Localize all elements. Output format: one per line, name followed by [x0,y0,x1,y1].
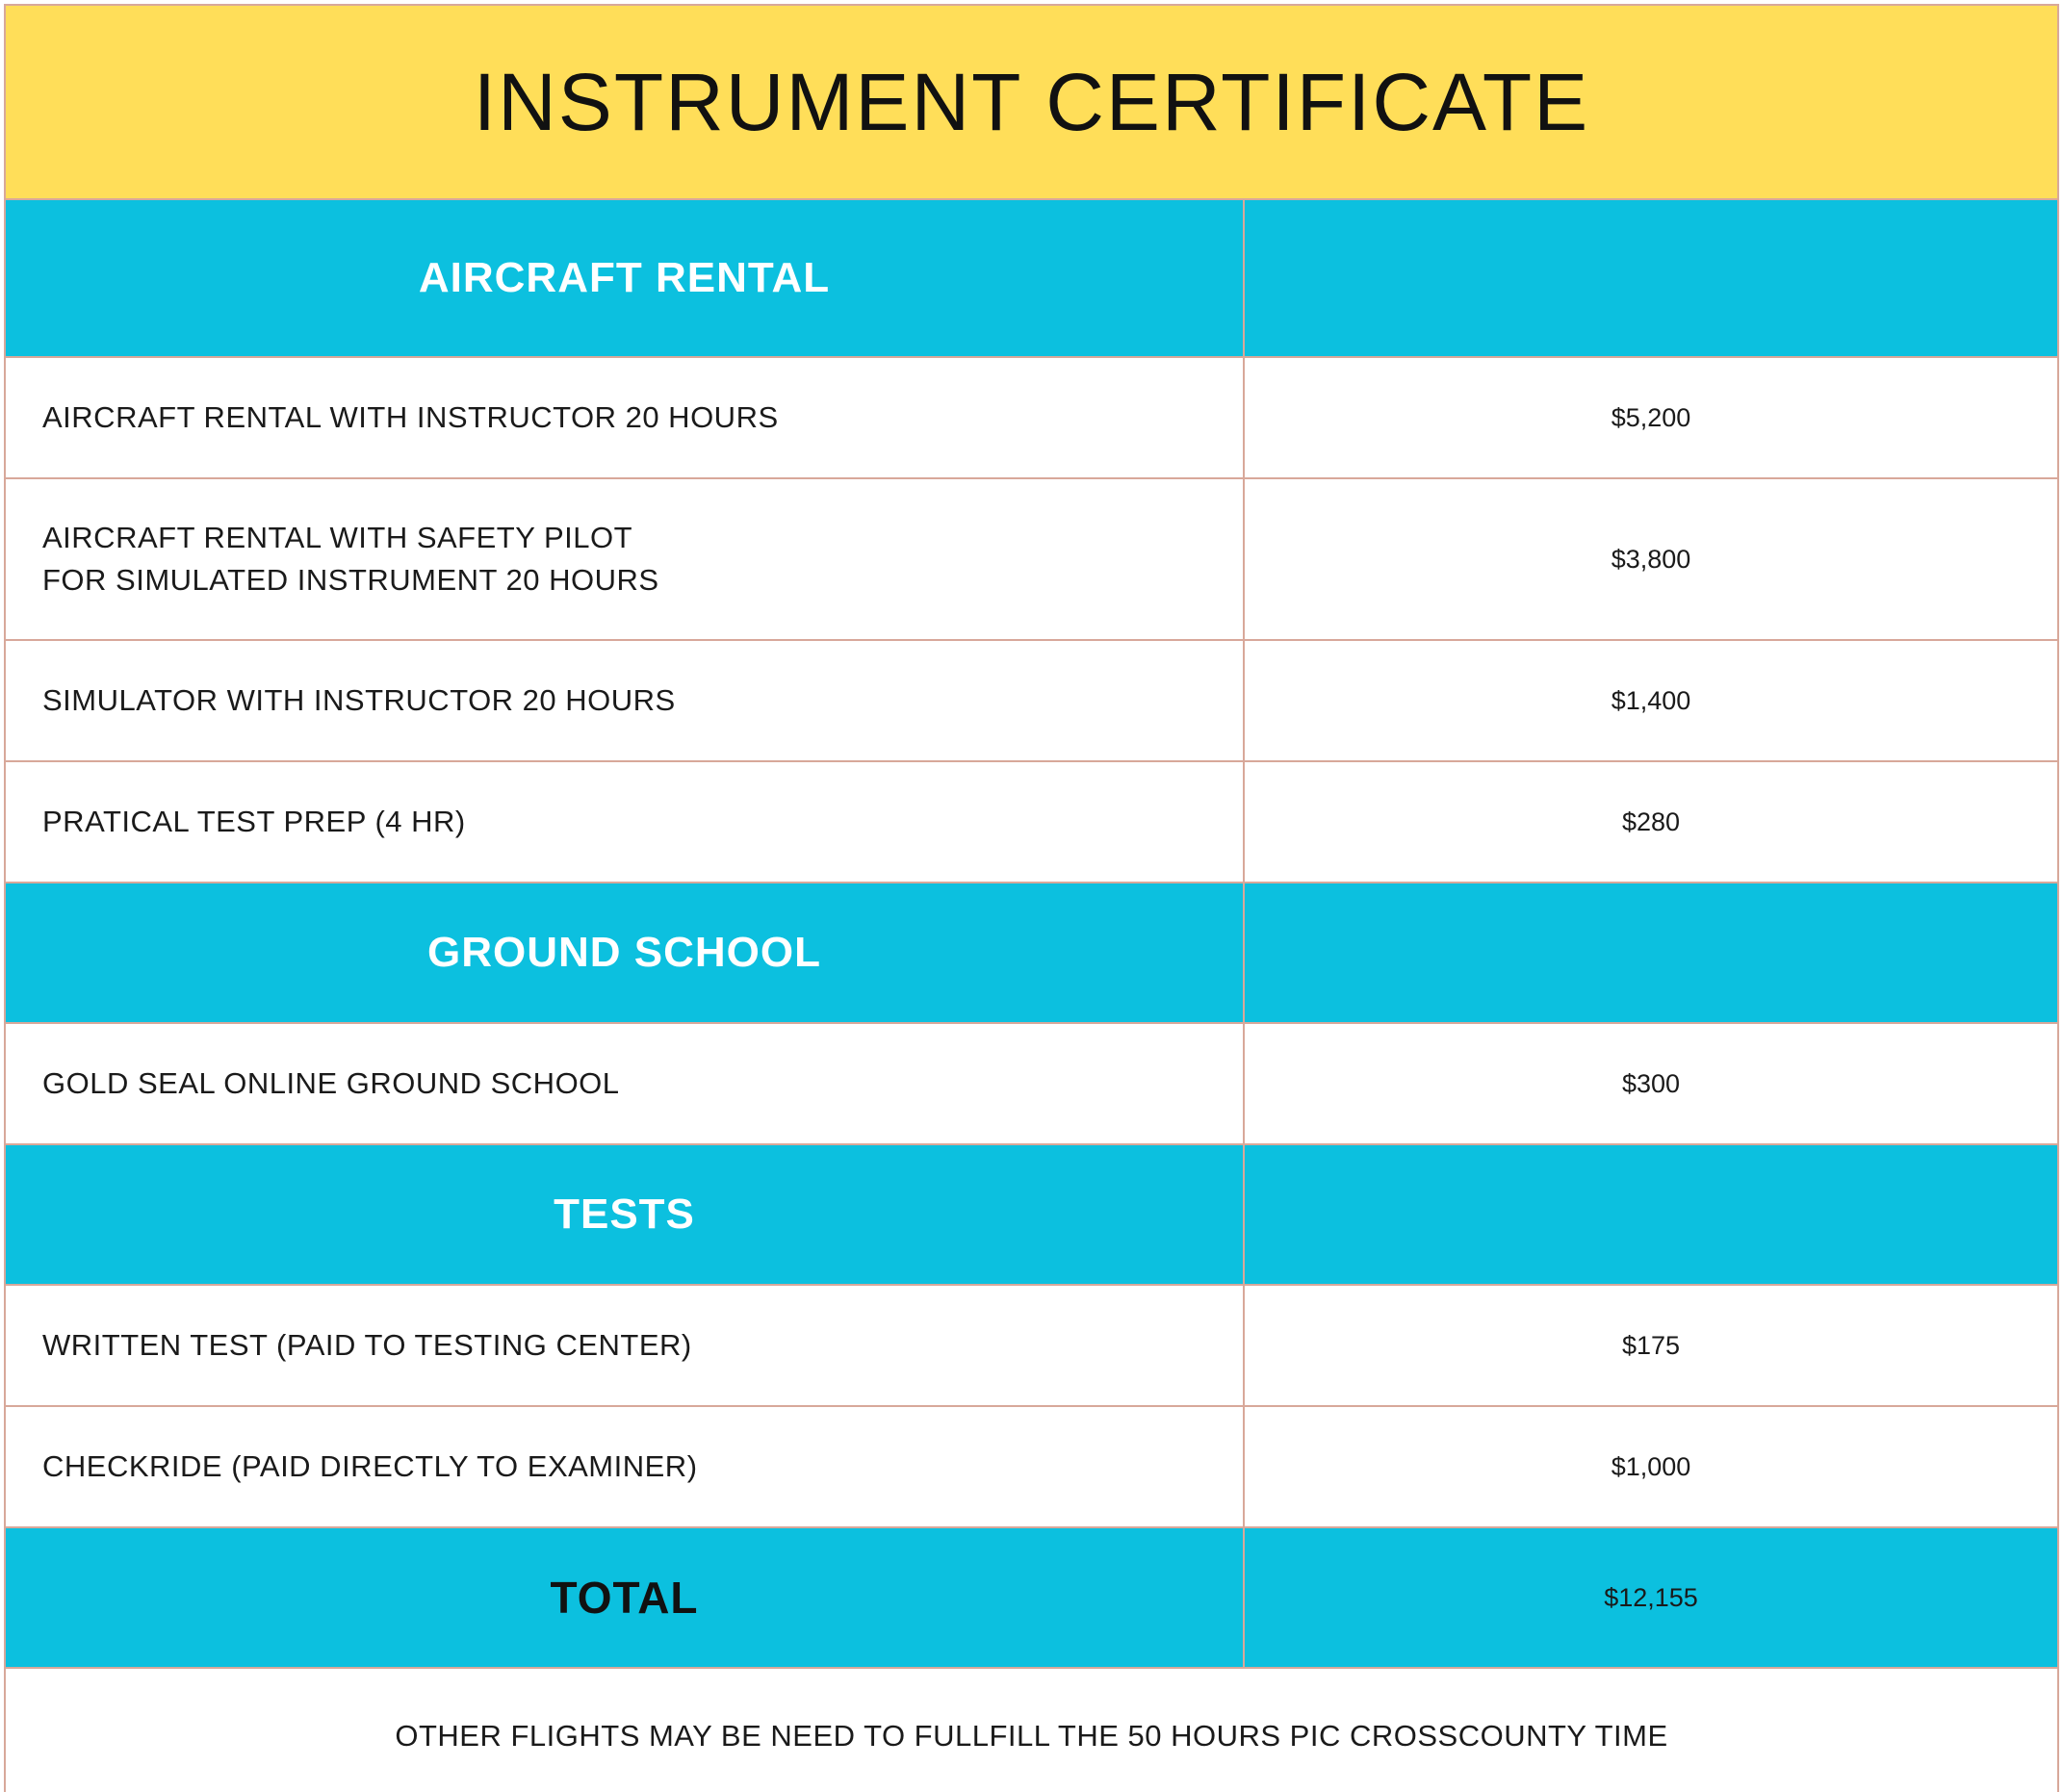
item-price: $1,000 [1611,1451,1691,1481]
total-price: $12,155 [1604,1582,1698,1612]
price-sheet [4,4,2059,1792]
item-label [42,517,659,602]
section-header-empty-cell [1245,1145,2057,1284]
item-label-line: AIRCRAFT RENTAL WITH SAFETY PILOT [42,521,633,554]
item-label: PRATICAL TEST PREP (4 HR) [42,805,466,838]
item-label: AIRCRAFT RENTAL WITH INSTRUCTOR 20 HOURS [42,400,779,434]
section-heading: GROUND SCHOOL [427,929,821,976]
table-row [6,358,2057,479]
item-label: GOLD SEAL ONLINE GROUND SCHOOL [42,1066,620,1100]
total-label: TOTAL [550,1573,699,1623]
item-price: $300 [1621,1068,1681,1098]
table-row [6,1024,2057,1145]
item-label-line: FOR SIMULATED INSTRUMENT 20 HOURS [42,563,659,597]
item-price: $5,200 [1611,402,1691,432]
item-price: $1,400 [1611,685,1691,715]
section-header-aircraft-rental [6,200,2057,358]
item-price: $3,800 [1611,544,1691,574]
item-price: $175 [1621,1330,1681,1360]
section-heading: TESTS [554,1190,695,1238]
section-header-empty-cell [1245,200,2057,356]
item-label: SIMULATOR WITH INSTRUCTOR 20 HOURS [42,683,676,717]
table-row [6,762,2057,883]
footnote: OTHER FLIGHTS MAY BE NEED TO FULLFILL THE 50 HOURS PIC CROSSCOUNTY TIME [6,1669,2057,1792]
total-row [6,1528,2057,1669]
item-label: CHECKRIDE (PAID DIRECTLY TO EXAMINER) [42,1449,698,1483]
table-row [6,1286,2057,1407]
item-label: WRITTEN TEST (PAID TO TESTING CENTER) [42,1328,692,1362]
item-price: $280 [1621,806,1681,836]
section-header-empty-cell [1245,883,2057,1022]
section-heading: AIRCRAFT RENTAL [418,254,831,301]
section-header-tests [6,1145,2057,1286]
table-row [6,479,2057,641]
section-header-ground-school [6,883,2057,1024]
table-row [6,641,2057,762]
page-title: INSTRUMENT CERTIFICATE [6,6,2057,200]
table-row [6,1407,2057,1528]
